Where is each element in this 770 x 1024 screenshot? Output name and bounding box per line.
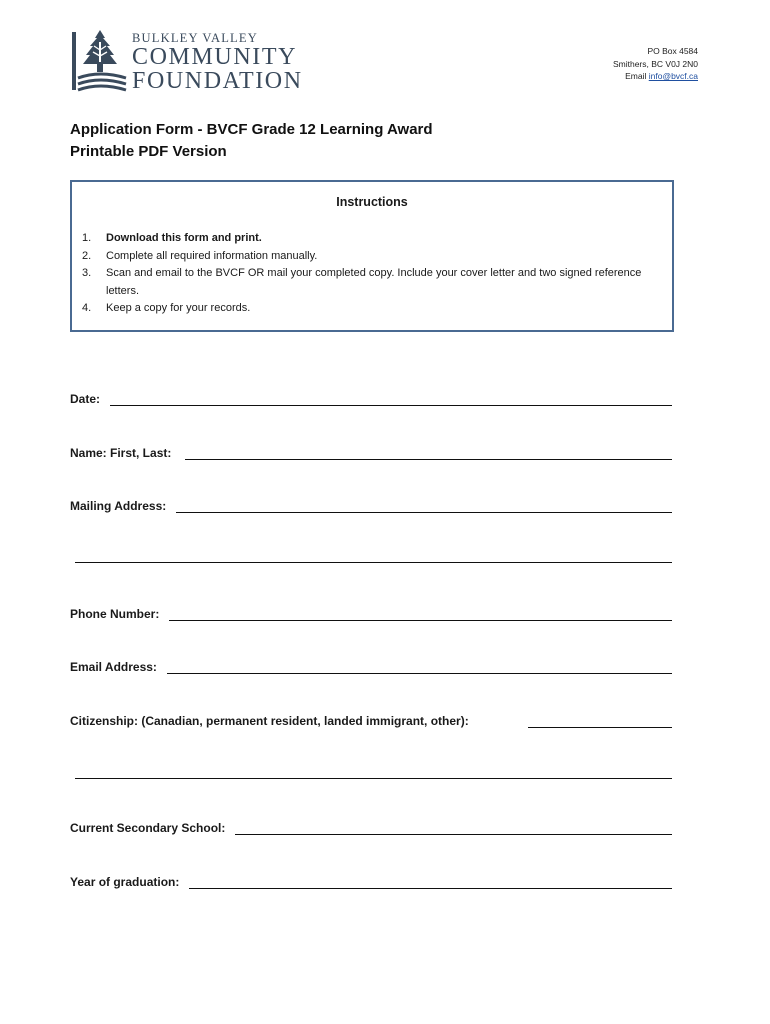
address-city: Smithers, BC V0J 2N0 bbox=[612, 58, 698, 69]
mailing-address-field[interactable] bbox=[70, 493, 672, 513]
graduation-field[interactable] bbox=[70, 869, 672, 889]
school-label: Current Secondary School: bbox=[70, 821, 226, 835]
name-field[interactable] bbox=[70, 440, 672, 460]
graduation-label: Year of graduation: bbox=[70, 875, 180, 889]
school-blank-line[interactable] bbox=[235, 822, 672, 835]
list-text: Complete all required information manually. bbox=[106, 249, 318, 262]
email-address-label: Email Address: bbox=[70, 660, 157, 674]
email-label: Email bbox=[625, 71, 649, 81]
citizenship-field[interactable] bbox=[70, 708, 672, 728]
list-item bbox=[82, 248, 672, 266]
address-po-box: PO Box 4584 bbox=[647, 46, 698, 56]
page-title bbox=[70, 119, 433, 163]
address-email-row bbox=[613, 70, 698, 83]
mailing-address-blank-line[interactable] bbox=[176, 500, 672, 513]
email-blank-line[interactable] bbox=[167, 661, 672, 674]
list-item bbox=[82, 265, 672, 300]
graduation-blank-line[interactable] bbox=[189, 876, 672, 889]
email-link[interactable]: info@bvcf.ca bbox=[648, 71, 698, 81]
email-field[interactable] bbox=[70, 654, 672, 674]
mailing-address-label: Mailing Address: bbox=[70, 499, 167, 513]
list-text: Keep a copy for your records. bbox=[106, 302, 251, 314]
list-text: Download this form and print. bbox=[106, 232, 262, 244]
list-number: 3. bbox=[82, 267, 92, 279]
instructions-list bbox=[82, 230, 672, 318]
list-number: 1. bbox=[82, 232, 92, 244]
list-number: 4. bbox=[82, 302, 92, 314]
instructions-heading: Instructions bbox=[336, 195, 408, 209]
citizenship-label: Citizenship: (Canadian, permanent resident, landed immigrant, other): bbox=[70, 714, 469, 728]
foundation-logo bbox=[72, 28, 312, 94]
list-text: Scan and email to the BVCF OR mail your completed copy. Include your cover letter and two signed reference letters. bbox=[106, 267, 642, 297]
title-line-1: Application Form - BVCF Grade 12 Learning Award bbox=[70, 121, 433, 138]
phone-field[interactable] bbox=[70, 601, 672, 621]
phone-label: Phone Number: bbox=[70, 607, 160, 621]
instructions-box bbox=[70, 180, 674, 332]
list-number: 2. bbox=[82, 249, 92, 262]
logo-wordmark bbox=[132, 32, 303, 93]
date-blank-line[interactable] bbox=[110, 393, 672, 406]
list-item bbox=[82, 230, 672, 248]
logo-line-2: COMMUNITY bbox=[132, 44, 298, 70]
tree-logo-icon bbox=[72, 28, 128, 92]
citizenship-blank-line-2[interactable] bbox=[75, 777, 672, 779]
citizenship-blank-line[interactable] bbox=[528, 715, 672, 728]
title-line-2: Printable PDF Version bbox=[70, 143, 227, 160]
phone-blank-line[interactable] bbox=[169, 608, 672, 621]
school-field[interactable] bbox=[70, 815, 672, 835]
contact-address bbox=[613, 45, 698, 83]
date-label: Date: bbox=[70, 392, 101, 406]
list-item bbox=[82, 300, 672, 318]
name-blank-line[interactable] bbox=[185, 447, 672, 460]
logo-line-3: FOUNDATION bbox=[132, 68, 303, 94]
mailing-address-blank-line-2[interactable] bbox=[75, 561, 672, 563]
name-label: Name: First, Last: bbox=[70, 446, 172, 460]
date-field[interactable] bbox=[70, 386, 672, 406]
logo-line-1: BULKLEY VALLEY bbox=[132, 31, 258, 45]
